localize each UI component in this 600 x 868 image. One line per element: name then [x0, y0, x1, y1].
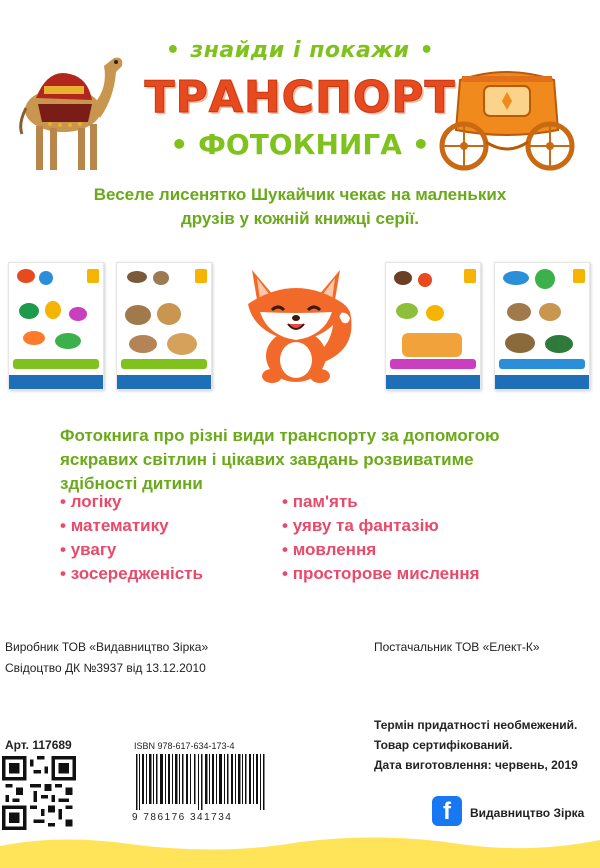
- barcode-digits: 9 786176 341734: [132, 812, 233, 823]
- barcode: [134, 754, 268, 810]
- series-tagline: • знайди і покажи •: [165, 38, 435, 63]
- isbn-number: ISBN 978-617-634-173-4: [134, 741, 235, 751]
- article-number: Арт. 117689: [5, 738, 72, 752]
- book-description: [60, 424, 560, 496]
- certificate-info: Свідоцтво ДК №3937 від 13.12.2010: [5, 661, 206, 675]
- book-type: • ФОТОКНИГА •: [170, 128, 430, 161]
- shelf-life-info: Термін придатності необмежений.: [374, 718, 578, 732]
- skill-item: • зосередженість: [60, 564, 203, 583]
- manufacturer-info: Виробник ТОВ «Видавництво Зірка»: [5, 640, 209, 654]
- series-book-cover: [116, 262, 212, 390]
- description-line: здібності дитини: [60, 474, 203, 493]
- series-text: знайди і покажи: [190, 38, 410, 63]
- intro-text: [60, 183, 540, 231]
- description-line: яскравих світлин і цікавих завдань розвиватиме: [60, 450, 474, 469]
- decorative-bottom-stripe: [0, 826, 600, 868]
- facebook-icon[interactable]: f: [432, 796, 462, 826]
- qr-code: [2, 756, 76, 830]
- facebook-page-label[interactable]: Видавництво Зірка: [470, 806, 585, 820]
- skill-item: • просторове мислення: [282, 564, 480, 583]
- skill-item: • мовлення: [282, 540, 377, 559]
- description-line: Фотокнига про різні види транспорту за допомогою: [60, 426, 500, 445]
- certification-info: Товар сертифікований.: [374, 738, 513, 752]
- skill-item: • математику: [60, 516, 169, 535]
- series-book-cover: [8, 262, 104, 390]
- fox-mascot: [238, 252, 362, 392]
- intro-line: друзів у кожній книжці серії.: [180, 209, 420, 228]
- skill-item: • уяву та фантазію: [282, 516, 439, 535]
- camel-illustration: [8, 38, 128, 173]
- supplier-info: Постачальник ТОВ «Елект-К»: [374, 640, 540, 654]
- intro-line: Веселе лисенятко Шукайчик чекає на маленьких: [93, 185, 507, 204]
- carriage-illustration: [432, 60, 582, 172]
- book-title: ТРАНСПОРТ: [144, 72, 456, 123]
- series-book-cover: [385, 262, 481, 390]
- skill-item: • увагу: [60, 540, 117, 559]
- manufacture-date: Дата виготовлення: червень, 2019: [374, 758, 578, 772]
- series-book-cover: [494, 262, 590, 390]
- skill-item: • логіку: [60, 492, 122, 511]
- skill-item: • пам'ять: [282, 492, 358, 511]
- book-type-text: ФОТОКНИГА: [198, 128, 402, 161]
